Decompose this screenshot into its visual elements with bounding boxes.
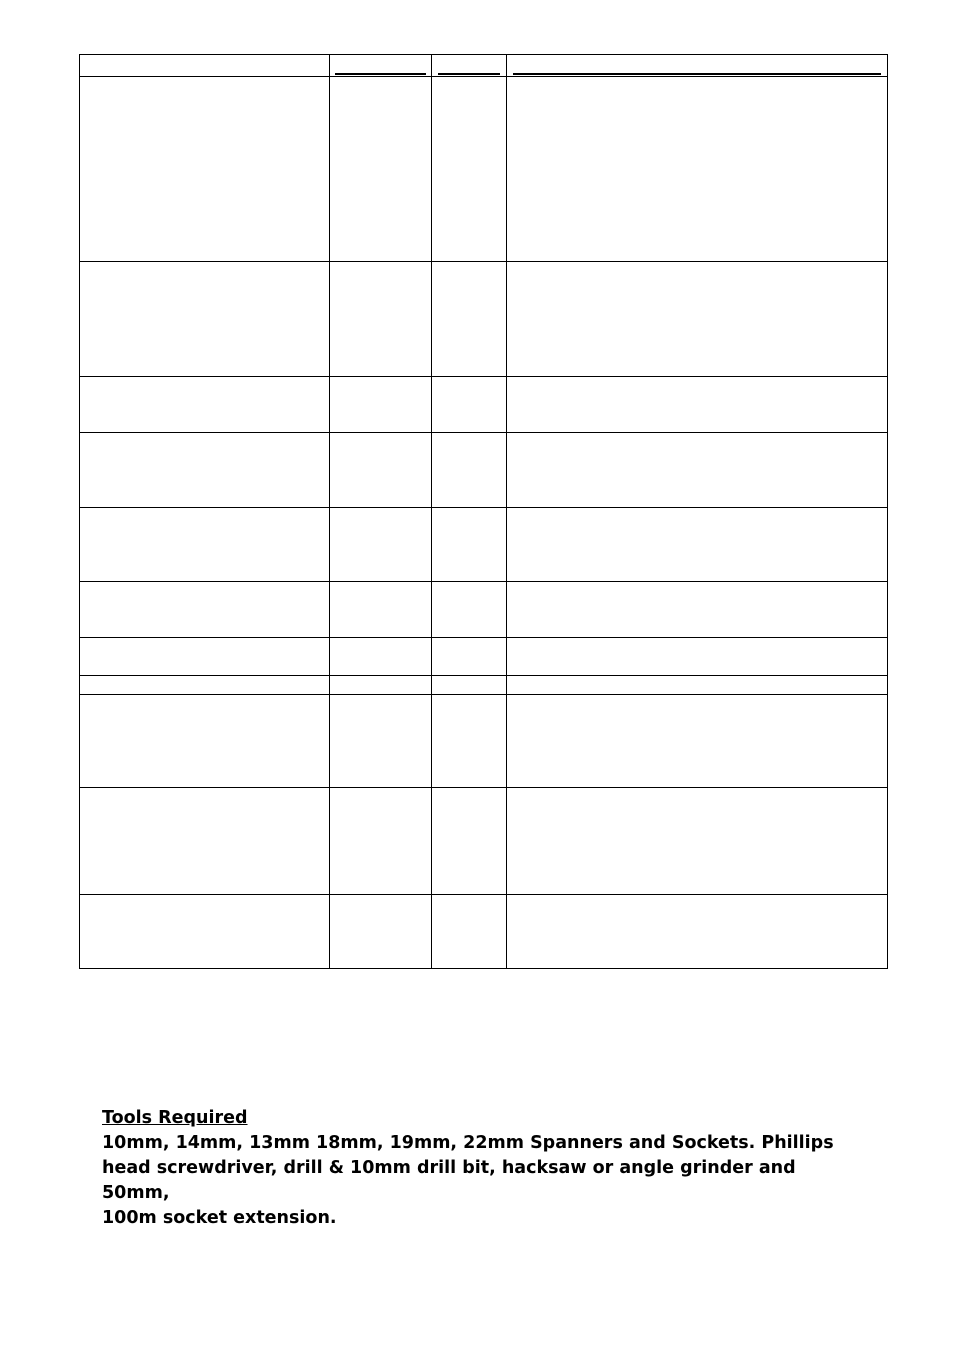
table-cell xyxy=(330,433,432,508)
table-cell xyxy=(80,895,330,969)
table-cell xyxy=(507,895,888,969)
tools-required-section xyxy=(102,1106,862,1231)
table-cell xyxy=(330,262,432,377)
table-row xyxy=(80,582,888,638)
header-cell xyxy=(432,55,507,77)
table-cell xyxy=(330,377,432,433)
table-cell xyxy=(80,695,330,788)
tools-line: 10mm, 14mm, 13mm 18mm, 19mm, 22mm Spanners and Sockets. Phillips xyxy=(102,1133,834,1153)
table-cell xyxy=(432,77,507,262)
table-cell xyxy=(80,77,330,262)
table-cell xyxy=(507,788,888,895)
tools-required-text xyxy=(102,1131,862,1231)
table-row xyxy=(80,508,888,582)
table-cell xyxy=(80,788,330,895)
header-cell xyxy=(330,55,432,77)
table-cell xyxy=(507,433,888,508)
table-cell xyxy=(507,508,888,582)
table-cell xyxy=(507,676,888,695)
table-cell xyxy=(330,582,432,638)
table-cell xyxy=(432,788,507,895)
table-row xyxy=(80,262,888,377)
table-cell xyxy=(330,788,432,895)
header-cell xyxy=(507,55,888,77)
table-cell xyxy=(432,508,507,582)
parts-table xyxy=(79,54,888,969)
table-cell xyxy=(330,676,432,695)
table-cell xyxy=(80,262,330,377)
table-cell xyxy=(80,508,330,582)
table-cell xyxy=(80,676,330,695)
table-row xyxy=(80,895,888,969)
table-cell xyxy=(507,262,888,377)
table-cell xyxy=(507,77,888,262)
table-cell xyxy=(330,638,432,676)
table-cell xyxy=(432,638,507,676)
tools-line: 100m socket extension. xyxy=(102,1208,337,1228)
table-cell xyxy=(432,695,507,788)
table-cell xyxy=(80,377,330,433)
tools-required-heading: Tools Required xyxy=(102,1108,248,1128)
table-cell xyxy=(432,676,507,695)
table-cell xyxy=(507,377,888,433)
table-row xyxy=(80,695,888,788)
table-row xyxy=(80,788,888,895)
table-row xyxy=(80,77,888,262)
table-cell xyxy=(80,433,330,508)
table-row xyxy=(80,377,888,433)
table-cell xyxy=(432,895,507,969)
table-cell xyxy=(432,433,507,508)
tools-line: head screwdriver, drill & 10mm drill bit, hacksaw or angle grinder and 50mm, xyxy=(102,1158,796,1203)
table-row xyxy=(80,676,888,695)
table-header-row xyxy=(80,55,888,77)
table-cell xyxy=(330,695,432,788)
table-cell xyxy=(507,695,888,788)
table-cell xyxy=(507,638,888,676)
header-cell xyxy=(80,55,330,77)
table-cell xyxy=(80,582,330,638)
table-cell xyxy=(330,77,432,262)
table-cell xyxy=(330,508,432,582)
table-cell xyxy=(432,582,507,638)
table-row xyxy=(80,433,888,508)
table-cell xyxy=(80,638,330,676)
table-cell xyxy=(330,895,432,969)
table-cell xyxy=(507,582,888,638)
table-cell xyxy=(432,377,507,433)
table-cell xyxy=(432,262,507,377)
table-row xyxy=(80,638,888,676)
